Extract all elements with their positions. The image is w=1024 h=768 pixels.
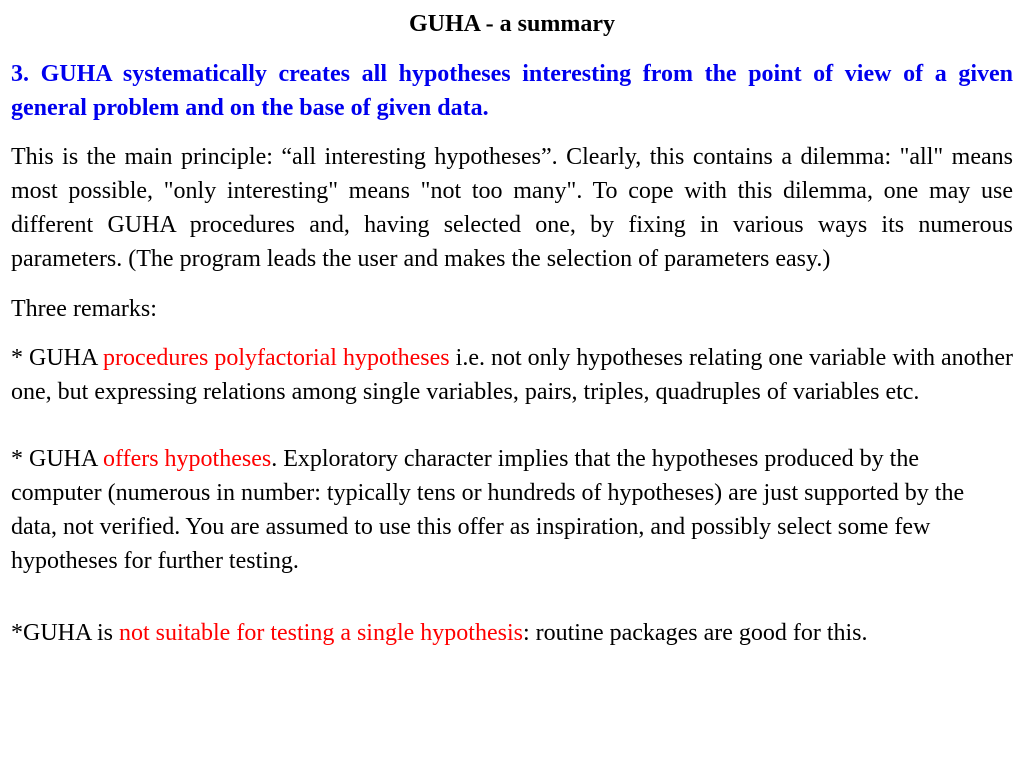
remark-1-highlight: procedures polyfactorial hypotheses [103,345,450,371]
remark-3-prefix: *GUHA is [11,620,120,646]
remark-1-suffix: i.e. not only hypotheses relating one variable with another one, but expressing relations among single variables, pairs, triples, quadruples of variables etc. [11,345,1013,405]
remark-1-prefix: * GUHA [11,345,104,371]
main-principle-paragraph: This is the main principle: “all interesting hypotheses”. Clearly, this contains a dilemma: "all" means most possible, "only interesting" means "not too many". To cope with this dilemma, one may use different GUHA procedures and, having selected one, by fixing in various ways its numerous parameters. (The program leads the user and makes the selection of parameters easy.) [11,144,1013,272]
slide [11,0,1013,652]
remark-2-suffix: . Exploratory character implies that the hypotheses produced by the computer (numerous in number: typically tens or hundreds of hypotheses) are just supported by the data, not verified. You are assumed to use this offer as inspiration, and possibly select some few hypotheses for further testing. [11,446,965,574]
point-3-heading: 3. GUHA systematically creates all hypotheses interesting from the point of view of a given general problem and on the base of given data. [11,61,1013,121]
remark-3-paragraph [11,614,1013,652]
remark-3-highlight: not suitable for testing a single hypothesis [119,620,523,646]
remark-2-highlight: offers hypotheses [103,446,272,472]
remark-2-prefix: * GUHA [11,446,104,472]
remark-3-suffix: : routine packages are good for this. [522,620,868,646]
slide-title: GUHA - a summary [409,11,615,37]
three-remarks-label: Three remarks: [11,296,157,322]
remark-2-paragraph [11,442,1013,578]
remark-1-paragraph [11,341,1013,409]
